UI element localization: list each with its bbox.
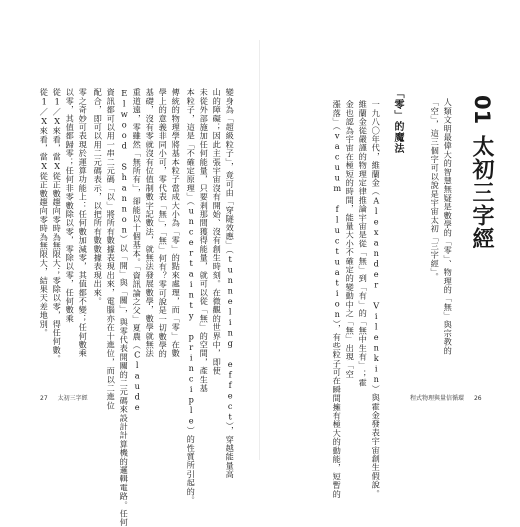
running-header-text: 程式物理與量信循環 [410, 395, 465, 402]
chapter-number: 01 [470, 95, 494, 125]
body-line: 資訊都可以用一串二元碼「以」將所有數據表現出來，電腦亦在十進位，而以二進位 [106, 88, 117, 410]
running-footer [40, 393, 96, 402]
intro-line: 「空」，這三個字可以說是宇宙太初「三字經」。 [430, 98, 441, 282]
body-line: 從1／X來看，當X從正數趨向零時為無限大；零除以零，得任何數。 [52, 88, 63, 364]
body-line: 基礎，沒有零就沒有位值制數字記數法，就無法發展數學，數學就無法 [145, 88, 156, 358]
body-line: 學上的意義非同小可，零代表「無」，「無」何有？零可說是一切數學的 [158, 88, 169, 359]
body-line: 漲落」（vacuum fluctuation），有些粒子可在瞬間擁有極大的動能，短暫的 [332, 100, 343, 499]
intro-line: 人類文明最偉大的智慧無疑是數學的「零」、物理的「無」與宗教的 [443, 98, 454, 355]
body-line: 山的障礙；因此主張宇宙沒有開始、沒有創生時刻。在微觀的世界中，即使 [212, 88, 223, 376]
section-heading: 「零」的魔法 [392, 88, 403, 154]
body-line: 以零，其值都歸零；任何非零數除以零，零除以零，任何數乘 [65, 88, 76, 323]
page-number: 27 [40, 395, 48, 402]
body-line: 未從外部施加任何能量，只要剎那間獲得能量，就可以從「無」的空間，產生基 [199, 88, 210, 393]
body-line: 重道遠，零雖然「無所有」，卻能以十個基本。「資訊論之父」夏農（Claude [132, 88, 143, 413]
page-number: 26 [473, 395, 482, 402]
body-line: 一九八〇年代，維蘭金（Alexander Vilenkin）與霍金發表宇宙創生假說。 [371, 100, 382, 498]
body-line: 金也認為宇宙在極短的時間，能量大小不確定的變動中之「無」出現「空 [345, 100, 356, 379]
body-line: 本粒子，這是「不確定原理」（uncertainty principle）的性質所引起的。 [186, 88, 197, 505]
body-line: 傳統的物理學將基本粒子當成大小為「零」的點來處理，而「零」在數 [171, 88, 182, 358]
body-line: Elwood Shannon）以「開」與「關」，與零代表開關的二元碼來設計計算機的邏輯電路。任何 [119, 88, 130, 527]
body-line: 配合，即可以用二元碼表示，以把所有數數據表現出來。 [93, 88, 104, 306]
body-line: 變身為「超級粒子」，竟可由「穿隧效應」（tunneling effect），穿越能量高 [225, 88, 236, 479]
right-page [260, 0, 520, 500]
chapter-title: 太初三字經 [469, 135, 495, 250]
running-footer [410, 393, 490, 402]
running-header-text: 太初三字經 [57, 395, 88, 402]
body-line: 零之奇妙可表現於運算功能上：任何數加減零，其值都不變；任何數乘 [78, 88, 89, 358]
body-line: 從1／X來看，當X從正數趨向零時為無限大，結果天差地別。 [39, 88, 50, 337]
body-line: 維蘭金從嚴謹的物理定律推論宇宙是從「無」到「有」的「無中生有」；霍 [358, 100, 369, 388]
